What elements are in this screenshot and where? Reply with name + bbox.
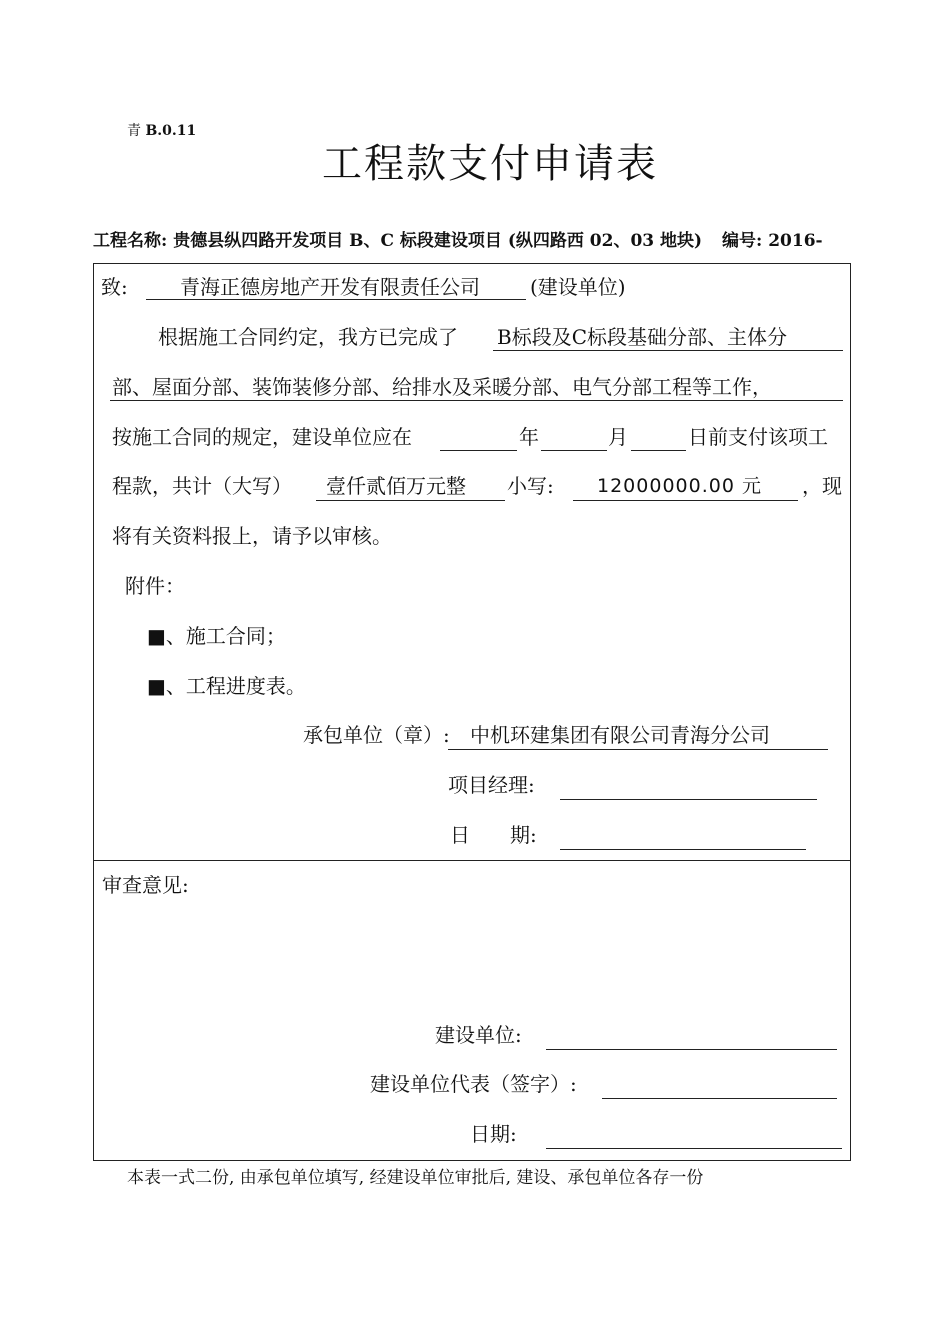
owner-rep-signature-line[interactable] [602,1098,837,1099]
para-line3-a: 按施工合同的规定，建设单位应在 [112,425,412,449]
amount-number-underline [573,500,798,501]
attachment-item [147,670,306,699]
para-line4-b: ，现 [802,474,842,498]
para-line1-prefix: 根据施工合同约定，我方已完成了 [158,325,458,349]
project-number: 编号: 2016- [722,231,823,251]
completed-work-fill-1: B标段及C标段基础分部、主体分 [497,325,787,349]
review-opinion-label: 审查意见: [102,873,189,897]
para-line5: 将有关资料报上，请予以审核。 [112,524,392,548]
to-suffix: (建设单位) [530,275,626,299]
owner-rep-label: 建设单位代表（签字）: [370,1072,577,1096]
section-divider [93,860,851,861]
owner-label: 建设单位: [435,1023,522,1047]
year-underline[interactable] [440,450,517,451]
para-line3-b: 日前支付该项工 [688,425,828,449]
contractor-value: 中机环建集团有限公司青海分公司 [470,723,770,747]
attachment-text: 工程进度表。 [185,674,306,698]
checkbox-filled-icon: ■、 [147,674,186,698]
completed-work-underline-1 [493,350,843,351]
project-name: 工程名称: 贵德县纵四路开发项目 B、C 标段建设项目 (纵四路西 02、03 地块) [93,231,703,251]
checkbox-filled-icon: ■、 [147,624,186,648]
small-amount-label: 小写: [507,474,554,498]
page-title: 工程款支付申请表 [322,141,658,187]
contractor-label: 承包单位（章）: [303,723,450,747]
year-label: 年 [519,425,539,449]
attachment-item [147,620,286,649]
owner-signature-line[interactable] [546,1049,837,1050]
project-manager-signature-line[interactable] [560,799,817,800]
para-line4-a: 程款，共计（大写） [112,474,292,498]
completed-work-fill-2: 部、屋面分部、装饰装修分部、给排水及采暖分部、电气分部工程等工作， [112,375,772,399]
date-line[interactable] [560,849,806,850]
date-label: 日 期: [450,823,537,847]
to-value: 青海正德房地产开发有限责任公司 [180,275,480,299]
amount-number: 12000000.00 元 [597,475,762,497]
attachment-text: 施工合同； [185,624,286,648]
form-code-number: B.0.11 [145,123,197,139]
contractor-underline [448,749,828,750]
amount-words: 壹仟贰佰万元整 [326,474,466,498]
review-date-line[interactable] [546,1148,842,1149]
day-underline[interactable] [631,450,686,451]
attachments-label: 附件： [125,574,185,598]
to-label: 致: [101,275,128,299]
form-code-prefix: 青 [127,123,141,139]
project-name-line [93,226,823,251]
project-manager-label: 项目经理: [448,773,535,797]
to-underline [146,299,526,300]
footer-note: 本表一式二份, 由承包单位填写, 经建设单位审批后, 建设、承包单位各存一份 [127,1168,704,1188]
review-date-label: 日期: [470,1122,517,1146]
month-label: 月 [608,425,628,449]
month-underline[interactable] [541,450,607,451]
completed-work-underline-2 [110,400,843,401]
amount-words-underline [316,500,505,501]
